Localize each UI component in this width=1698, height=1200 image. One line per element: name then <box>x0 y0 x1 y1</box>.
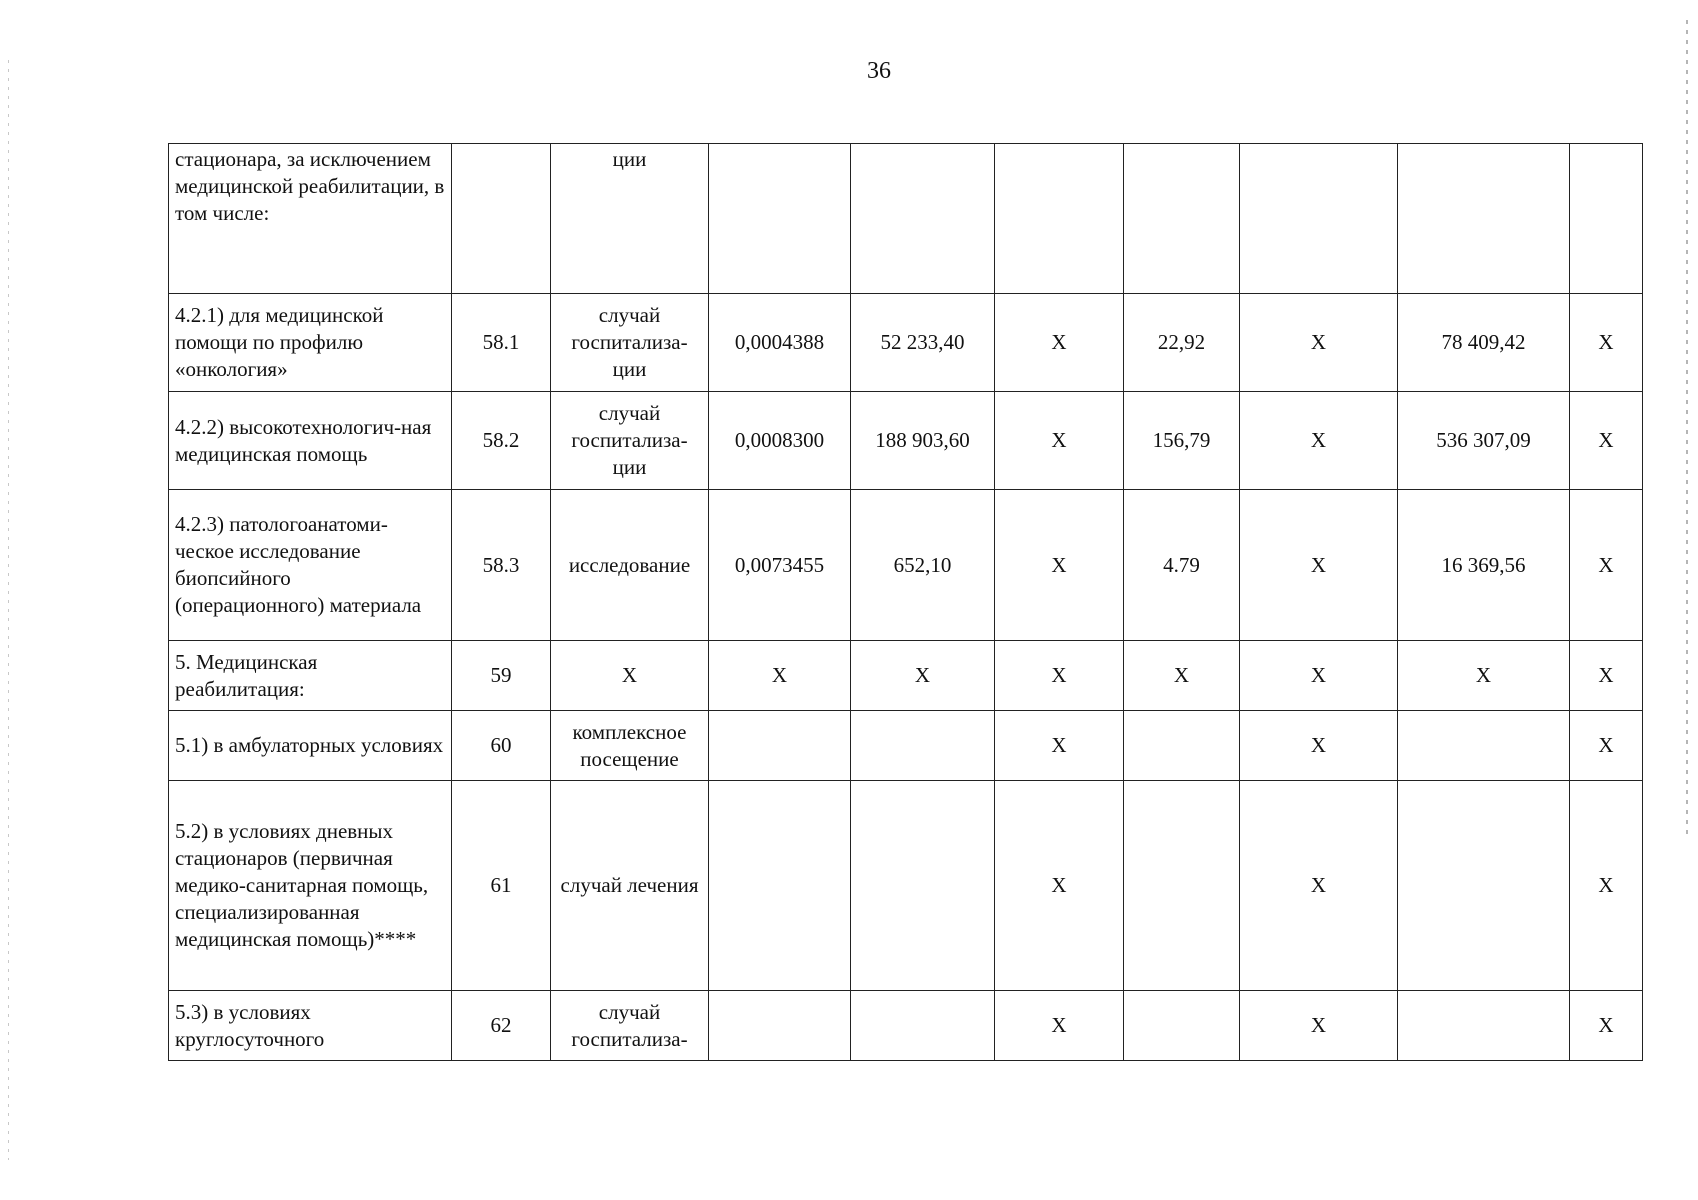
table-cell: Х <box>995 490 1124 641</box>
table-cell: Х <box>1570 490 1643 641</box>
table-cell: Х <box>1570 781 1643 991</box>
table-cell: 4.2.2) высокотехнологич-ная медицинская помощь <box>169 392 452 490</box>
scan-edge-left <box>8 60 9 1160</box>
table-cell: Х <box>1240 392 1398 490</box>
table-row <box>169 991 1643 1061</box>
table-cell: 0,0004388 <box>709 294 851 392</box>
table-cell: ции <box>551 144 709 294</box>
table-cell: исследование <box>551 490 709 641</box>
table-cell <box>1124 781 1240 991</box>
table-cell: Х <box>995 392 1124 490</box>
table-cell: Х <box>995 991 1124 1061</box>
table-cell <box>1124 144 1240 294</box>
table-cell: 4.79 <box>1124 490 1240 641</box>
table-cell <box>1124 991 1240 1061</box>
table-cell: Х <box>995 294 1124 392</box>
table-row <box>169 392 1643 490</box>
table-cell: Х <box>1240 294 1398 392</box>
table-row <box>169 490 1643 641</box>
table-cell: 652,10 <box>851 490 995 641</box>
table-cell <box>851 781 995 991</box>
table-cell <box>1398 711 1570 781</box>
table-cell: Х <box>851 641 995 711</box>
scan-edge-right <box>1686 20 1688 840</box>
table-cell: Х <box>1570 392 1643 490</box>
table-cell <box>851 144 995 294</box>
table-cell: 156,79 <box>1124 392 1240 490</box>
table-cell: 4.2.3) патологоанатоми-ческое исследование биопсийного (операционного) материала <box>169 490 452 641</box>
table-cell: 4.2.1) для медицинской помощи по профилю «онкология» <box>169 294 452 392</box>
table-cell <box>709 781 851 991</box>
page-number: 36 <box>867 58 891 84</box>
table-cell: Х <box>1570 991 1643 1061</box>
table-cell: 188 903,60 <box>851 392 995 490</box>
table-cell: 0,0073455 <box>709 490 851 641</box>
table-cell: 5.1) в амбулаторных условиях <box>169 711 452 781</box>
table-cell: случай госпитализа-ции <box>551 294 709 392</box>
table-cell: 0,0008300 <box>709 392 851 490</box>
table-cell: 62 <box>452 991 551 1061</box>
table-cell: 52 233,40 <box>851 294 995 392</box>
table-cell <box>709 991 851 1061</box>
table-cell <box>1124 711 1240 781</box>
table-cell <box>1398 991 1570 1061</box>
table-cell: комплексное посещение <box>551 711 709 781</box>
table-cell: 58.3 <box>452 490 551 641</box>
table-cell <box>1240 144 1398 294</box>
table-row <box>169 294 1643 392</box>
table-cell <box>995 144 1124 294</box>
data-table <box>168 143 1643 1061</box>
table-cell: 60 <box>452 711 551 781</box>
table-cell: стационара, за исключением медицинской реабилитации, в том числе: <box>169 144 452 294</box>
table-cell: 78 409,42 <box>1398 294 1570 392</box>
table-cell: Х <box>1570 294 1643 392</box>
table-cell: 536 307,09 <box>1398 392 1570 490</box>
table-cell: 5. Медицинская реабилитация: <box>169 641 452 711</box>
table-cell: 16 369,56 <box>1398 490 1570 641</box>
table-cell: 58.2 <box>452 392 551 490</box>
table-cell <box>709 144 851 294</box>
table-cell: Х <box>1240 641 1398 711</box>
table-cell: 5.3) в условиях круглосуточного <box>169 991 452 1061</box>
table-cell: Х <box>995 641 1124 711</box>
table-cell: Х <box>709 641 851 711</box>
table-cell: 22,92 <box>1124 294 1240 392</box>
table-cell: Х <box>995 711 1124 781</box>
table-cell: Х <box>995 781 1124 991</box>
table-row <box>169 144 1643 294</box>
table-cell <box>1398 781 1570 991</box>
table-cell <box>851 711 995 781</box>
table-cell: Х <box>551 641 709 711</box>
table-cell: 58.1 <box>452 294 551 392</box>
table-cell: 61 <box>452 781 551 991</box>
table-cell: случай госпитализа-ции <box>551 392 709 490</box>
table-cell: случай госпитализа- <box>551 991 709 1061</box>
table-cell: Х <box>1240 991 1398 1061</box>
table-cell: Х <box>1398 641 1570 711</box>
table-cell: случай лечения <box>551 781 709 991</box>
table-cell <box>851 991 995 1061</box>
table-cell: Х <box>1240 490 1398 641</box>
table-cell: Х <box>1570 711 1643 781</box>
table-cell <box>1398 144 1570 294</box>
table-cell: 5.2) в условиях дневных стационаров (первичная медико-санитарная помощь, специализированная медицинская помощь)**** <box>169 781 452 991</box>
table-cell: 59 <box>452 641 551 711</box>
table-cell <box>709 711 851 781</box>
table-cell: Х <box>1124 641 1240 711</box>
table-row <box>169 781 1643 991</box>
table-row <box>169 711 1643 781</box>
table-cell <box>452 144 551 294</box>
table-cell: Х <box>1240 781 1398 991</box>
table-cell: Х <box>1570 641 1643 711</box>
table-cell <box>1570 144 1643 294</box>
table-cell: Х <box>1240 711 1398 781</box>
table-row <box>169 641 1643 711</box>
